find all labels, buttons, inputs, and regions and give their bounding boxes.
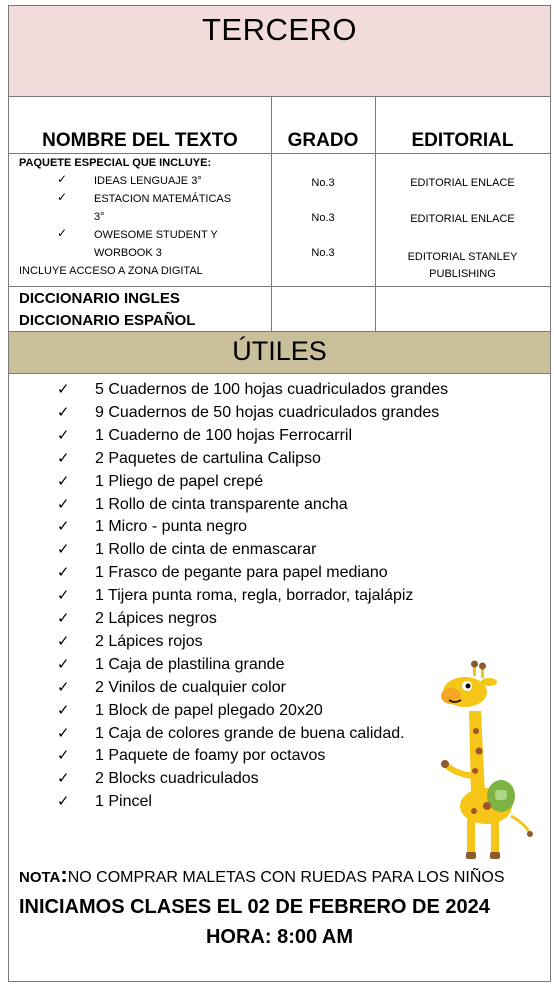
check-icon: ✓	[57, 426, 70, 444]
list-item	[9, 540, 529, 563]
check-icon: ✓	[57, 495, 70, 513]
check-icon: ✓	[57, 172, 68, 186]
nota-line	[19, 862, 505, 887]
check-icon: ✓	[57, 190, 68, 204]
list-item-label: 2 Vinilos de cualquier color	[95, 678, 286, 696]
list-item	[9, 403, 529, 426]
check-icon: ✓	[57, 770, 70, 788]
list-item	[9, 563, 529, 586]
list-item-label: 1 Pincel	[95, 793, 152, 811]
check-icon: ✓	[57, 564, 70, 582]
book-name-line2: WORBOOK 3	[94, 247, 162, 259]
list-item-label: 1 Rollo de cinta de enmascarar	[95, 541, 317, 559]
book-grado: No.3	[311, 247, 335, 259]
list-item	[9, 517, 529, 540]
check-icon: ✓	[57, 701, 70, 719]
check-icon: ✓	[57, 226, 68, 240]
utiles-banner	[9, 331, 550, 374]
check-icon: ✓	[57, 403, 70, 421]
table-header-row	[9, 97, 550, 154]
list-item-label: 1 Caja de plastilina grande	[95, 655, 285, 673]
list-item	[9, 632, 529, 655]
paquete-heading: PAQUETE ESPECIAL QUE INCLUYE:	[19, 157, 212, 169]
utiles-title: ÚTILES	[232, 336, 327, 366]
nota-label: NOTA	[19, 869, 61, 886]
check-icon: ✓	[57, 610, 70, 627]
header-grado: GRADO	[287, 130, 359, 151]
list-item-label: 1 Paquete de foamy por octavos	[95, 747, 326, 765]
list-item-label: 1 Frasco de pegante para papel mediano	[95, 564, 388, 582]
list-item	[9, 586, 529, 609]
list-item-label: 5 Cuadernos de 100 hojas cuadriculados grandes	[95, 381, 449, 398]
list-item	[9, 380, 529, 403]
list-item	[9, 449, 529, 472]
nota-text: NO COMPRAR MALETAS CON RUEDAS PARA LOS NIÑOS	[67, 869, 505, 886]
check-icon: ✓	[57, 541, 70, 559]
check-icon: ✓	[57, 793, 70, 811]
header-texto: NOMBRE DEL TEXTO	[42, 130, 238, 151]
book-grado: No.3	[311, 177, 335, 189]
diccionario-ingles: DICCIONARIO INGLES	[19, 290, 180, 307]
list-item	[9, 495, 529, 518]
paquete-footer: INCLUYE ACCESO A ZONA DIGITAL	[19, 265, 203, 277]
title-banner	[9, 6, 550, 97]
check-icon: ✓	[57, 472, 70, 490]
list-item-label: 2 Blocks cuadriculados	[95, 770, 259, 788]
book-name: IDEAS LENGUAJE 3°	[94, 175, 202, 187]
list-item-label: 2 Paquetes de cartulina Calipso	[95, 449, 321, 467]
page-title: TERCERO	[201, 12, 358, 47]
list-item-label: 2 Lápices rojos	[95, 632, 203, 650]
book-grado: No.3	[311, 212, 335, 224]
book-editorial: EDITORIAL ENLACE	[410, 177, 515, 189]
giraffe-illustration	[429, 656, 539, 866]
check-icon: ✓	[57, 724, 70, 742]
check-icon: ✓	[57, 449, 70, 467]
list-item-label: 2 Lápices negros	[95, 610, 217, 627]
header-editorial: EDITORIAL	[411, 130, 514, 151]
list-item	[9, 609, 529, 632]
book-name-line2: 3°	[94, 211, 105, 223]
check-icon: ✓	[57, 587, 70, 605]
list-item-label: 1 Pliego de papel crepé	[95, 472, 264, 490]
check-icon: ✓	[57, 381, 70, 398]
hora-clases: HORA: 8:00 AM	[205, 926, 354, 948]
school-supply-list	[8, 5, 551, 982]
nota-colon: :	[60, 862, 68, 887]
list-item-label: 1 Tijera punta roma, regla, borrador, tajalápiz	[95, 587, 414, 605]
check-icon: ✓	[57, 518, 70, 536]
list-item-label: 1 Block de papel plegado 20x20	[95, 701, 323, 719]
book-editorial: EDITORIAL STANLEY	[407, 251, 518, 263]
check-icon: ✓	[57, 747, 70, 765]
list-item-label: 1 Caja de colores grande de buena calidad.	[95, 724, 405, 742]
list-item-label: 1 Rollo de cinta transparente ancha	[95, 495, 348, 513]
list-item-label: 1 Cuaderno de 100 hojas Ferrocarril	[95, 426, 353, 444]
dictionary-row	[9, 286, 550, 331]
list-item	[9, 426, 529, 449]
inicio-clases: INICIAMOS CLASES EL 02 DE FEBRERO DE 2024	[19, 896, 490, 918]
book-editorial: EDITORIAL ENLACE	[410, 213, 515, 225]
list-item-label: 1 Micro - punta negro	[95, 518, 248, 536]
book-editorial-line2: PUBLISHING	[429, 268, 496, 280]
check-icon: ✓	[57, 655, 70, 673]
list-item-label: 9 Cuadernos de 50 hojas cuadriculados grandes	[95, 403, 440, 421]
check-icon: ✓	[57, 632, 70, 650]
book-name: ESTACION MATEMÁTICAS	[94, 193, 232, 205]
check-icon: ✓	[57, 678, 70, 696]
book-name: OWESOME STUDENT Y	[94, 229, 218, 241]
diccionario-espanol: DICCIONARIO ESPAÑOL	[19, 312, 196, 329]
list-item	[9, 472, 529, 495]
